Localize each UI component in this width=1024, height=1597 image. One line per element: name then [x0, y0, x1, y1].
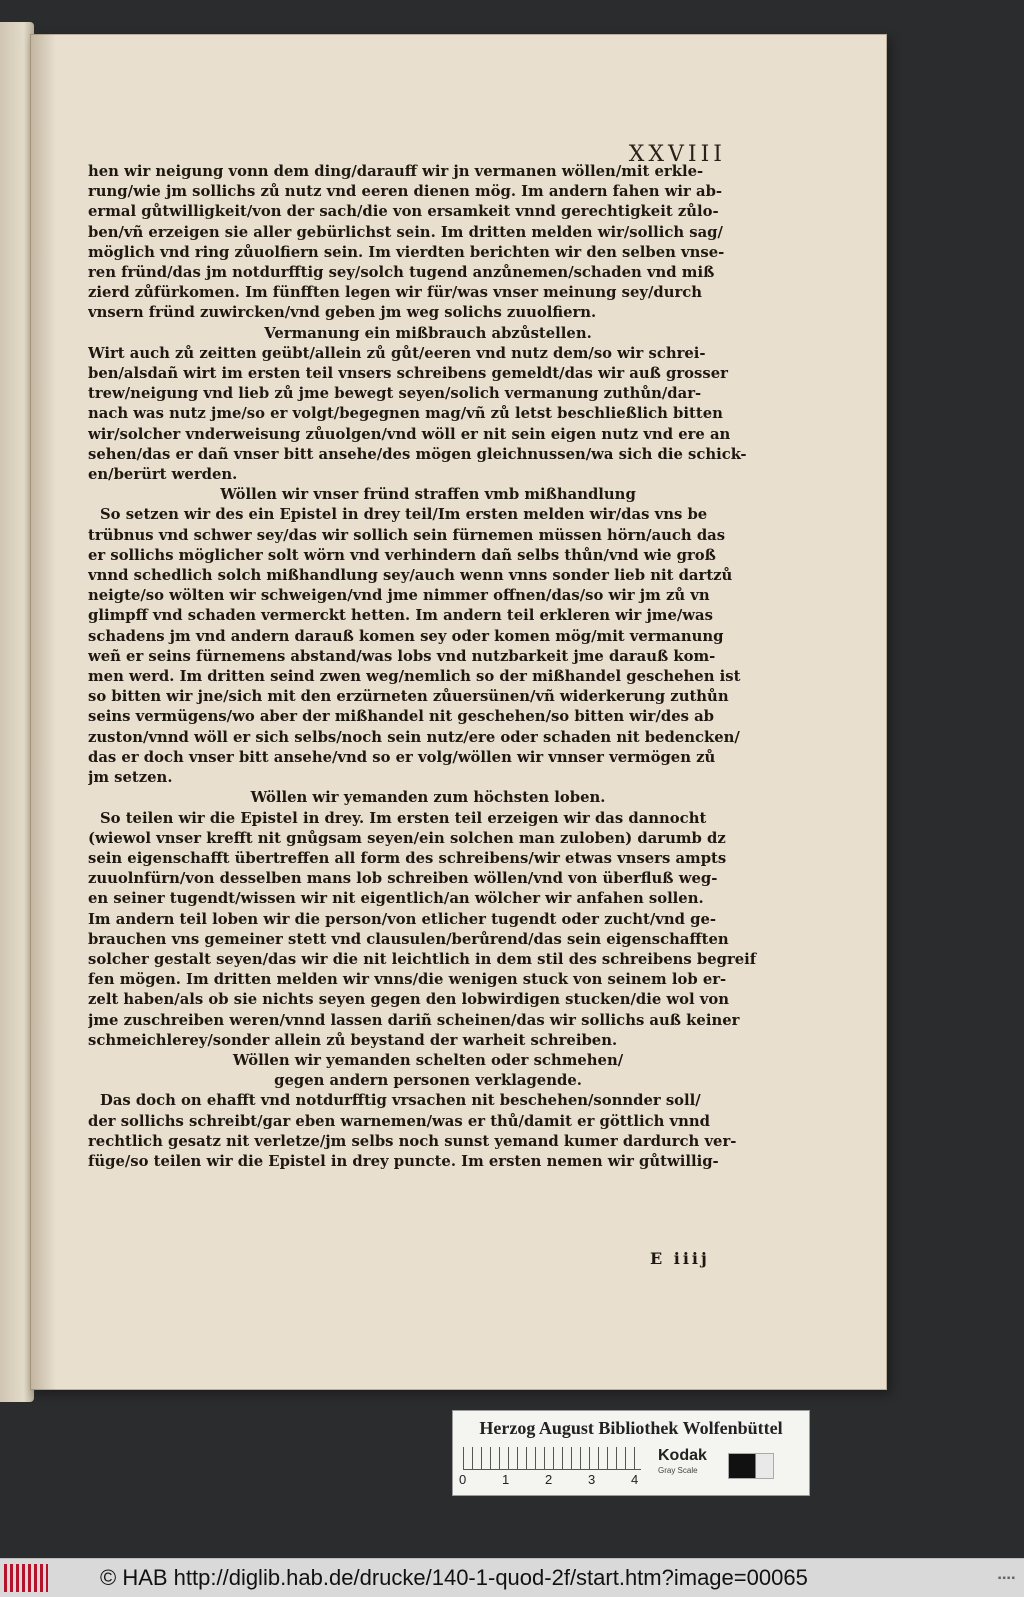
- text-line: möglich vnd ring zůuolfiern sein. Im vierdten berichten wir den selben vnse-: [88, 243, 725, 261]
- text-line: fen mögen. Im dritten melden wir vnns/die wenigen stuck von seinem lob er-: [88, 971, 727, 989]
- text-line: rung/wie jm sollichs zů nutz vnd eeren dienen mög. Im andern fahen wir ab-: [88, 183, 723, 201]
- text-line: das er doch vnser bitt ansehe/vnd so er volg/wöllen wir vnnser vermögen zů: [88, 748, 716, 766]
- text-line: hen wir neigung vonn dem ding/darauff wir jn vermanen wöllen/mit erkle-: [88, 163, 704, 180]
- text-line: wir/solcher vnderweisung zůuolgen/vnd wöll er nit sein eigen nutz vnd ere an: [88, 425, 731, 443]
- text-line: er sollichs möglicher solt wörn vnd verhindern dañ selbs thůn/vnd wie groß: [88, 546, 716, 564]
- text-line: ermal gůtwilligkeit/von der sach/die von ersamkeit vnnd gerechtigkeit zůlo-: [88, 203, 719, 221]
- text-line: en seiner tugendt/wissen wir nit eigentlich/an wölcher wir anfahen sollen.: [88, 890, 704, 908]
- section-heading: Wöllen wir yemanden schelten oder schmehen/: [232, 1051, 624, 1069]
- page-text: [88, 162, 768, 1172]
- text-line: der sollichs schreibt/gar eben warnemen/was er thů/damit er göttlich vnnd: [88, 1112, 711, 1130]
- text-line: en/berürt werden.: [88, 466, 238, 484]
- ruler-number: 4: [631, 1472, 639, 1487]
- text-line: ben/alsdañ wirt im ersten teil vnsers schreibens gemeldt/das wir auß grosser: [88, 365, 728, 383]
- text-line: trew/neigung vnd lieb zů jme bewegt seyen/solich vermanung zuthůn/dar-: [88, 385, 702, 403]
- text-line: nach was nutz jme/so er volgt/begegnen mag/vñ zů letst beschließlich bitten: [88, 405, 723, 423]
- gray-swatch: [728, 1453, 774, 1479]
- color-target-card: [452, 1410, 810, 1496]
- text-line: solcher gestalt seyen/das wir die nit leichtlich in dem stil des schreibens begreif: [88, 950, 757, 968]
- text-line: brauchen vns gemeiner stett vnd clausulen/berůrend/das sein eigenschafften: [88, 930, 729, 948]
- facing-page-edge: [0, 22, 34, 1402]
- text-line: jm setzen.: [88, 769, 173, 787]
- text-line: trübnus vnd schwer sey/das wir sollich sein fürnemen müssen hörn/auch das: [88, 526, 726, 544]
- signature-mark: E iiij: [650, 1249, 710, 1268]
- ruler-number: 0: [459, 1472, 467, 1487]
- ruler-number: 2: [545, 1472, 553, 1487]
- gray-scale-label: Gray Scale: [658, 1466, 698, 1475]
- text-line: zelt haben/als ob sie nichts seyen gegen den lobwirdigen stucken/die wol von: [88, 991, 730, 1009]
- text-line: men werd. Im dritten seind zwen weg/nemlich so der mißhandel geschehen ist: [88, 668, 741, 686]
- folio-number: XXVIII: [628, 142, 726, 167]
- section-heading: Wöllen wir vnser fründ straffen vmb mißhandlung: [220, 486, 636, 504]
- text-line: rechtlich gesatz nit verletze/jm selbs noch sunst yemand kumer dardurch ver-: [88, 1132, 737, 1150]
- text-line: seins vermügens/wo aber der mißhandel nit geschehen/so bitten wir/des ab: [88, 708, 715, 726]
- text-line: ben/vñ erzeigen sie aller gebürlichst sein. Im dritten melden wir/sollich sag/: [88, 223, 723, 241]
- text-line: neigte/so wölten wir schweigen/vnd jme nimmer offnen/das/so wir jm zů vn: [88, 587, 710, 605]
- text-line: ren fründ/das jm notdurfftig sey/solch tugend anzůnemen/schaden vnd miß: [88, 264, 715, 282]
- text-line: vnnd schedlich solch mißhandlung sey/auch wenn vnns sonder lieb nit dartzů: [88, 567, 733, 585]
- text-line: so bitten wir jne/sich mit den erzürneten zůuersünen/vñ widerkerung zuthůn: [88, 688, 729, 706]
- more-icon[interactable]: ▪▪▪▪: [997, 1573, 1016, 1584]
- text-line: jme zuschreiben weren/vnnd lassen dariñ scheinen/das wir sollichs auß keiner: [88, 1011, 740, 1029]
- text-line: zuuolnfürn/von desselben mans lob schreiben wöllen/vnd von überfluß weg-: [88, 870, 718, 888]
- text-line: sein eigenschafft übertreffen all form des schreibens/wir etwas vnsers ampts: [88, 849, 727, 867]
- text-line: sehen/das er dañ vnser bitt ansehe/des mögen gleichnussen/wa sich die schick-: [88, 445, 747, 463]
- text-line: zuston/vnnd wöll er sich selbs/noch sein nutz/ere oder schaden nit bedencken/: [88, 728, 740, 746]
- text-line: glimpff vnd schaden vermerckt hetten. Im andern teil erkleren wir jme/was: [88, 607, 713, 625]
- hab-logo-icon[interactable]: [4, 1564, 48, 1592]
- ruler-number: 3: [588, 1472, 596, 1487]
- text-line: schadens jm vnd andern darauß komen sey oder komen mög/mit vermanung: [88, 627, 724, 645]
- image-url-caption[interactable]: © HAB http://diglib.hab.de/drucke/140-1-quod-2f/start.htm?image=00065: [100, 1565, 808, 1590]
- text-line: Im andern teil loben wir die person/von etlicher tugendt oder zucht/vnd ge-: [88, 910, 717, 928]
- library-name: Herzog August Bibliothek Wolfenbüttel: [479, 1418, 783, 1438]
- section-heading: gegen andern personen verklagende.: [274, 1072, 582, 1090]
- ruler-number: 1: [502, 1472, 510, 1487]
- text-line: schmeichlerey/sonder allein zů beystand der warheit schreiben.: [88, 1031, 618, 1049]
- text-line: So teilen wir die Epistel in drey. Im ersten teil erzeigen wir das dannocht: [100, 809, 707, 827]
- text-line: Wirt auch zů zeitten geübt/allein zů gůt/eeren vnd nutz dem/so wir schrei-: [88, 344, 706, 362]
- text-line: weñ er seins fürnemens abstand/was lobs vnd nutzbarkeit jme darauß kom-: [88, 647, 716, 665]
- text-line: zierd zůfürkomen. Im fünfften legen wir für/was vnser meinung sey/durch: [88, 284, 703, 302]
- text-line: Das doch on ehafft vnd notdurfftig vrsachen nit beschehen/sonnder soll/: [100, 1092, 701, 1110]
- section-heading: Wöllen wir yemanden zum höchsten loben.: [250, 789, 606, 807]
- text-line: füge/so teilen wir die Epistel in drey puncte. Im ersten nemen wir gůtwillig-: [88, 1152, 719, 1170]
- section-heading: Vermanung ein mißbrauch abzůstellen.: [264, 324, 592, 342]
- text-line: (wiewol vnser krefft nit gnůgsam seyen/ein solchen man zuloben) darumb dz: [88, 829, 726, 847]
- text-line: vnsern fründ zuwircken/vnd geben jm weg solichs zuuolfiern.: [88, 304, 597, 322]
- viewer-footer: [0, 1558, 1024, 1597]
- kodak-brand: Kodak: [658, 1447, 707, 1464]
- text-line: So setzen wir des ein Epistel in drey teil/Im ersten melden wir/das vns be: [100, 506, 708, 524]
- book-page: [30, 34, 887, 1390]
- ruler-scale: [463, 1447, 641, 1470]
